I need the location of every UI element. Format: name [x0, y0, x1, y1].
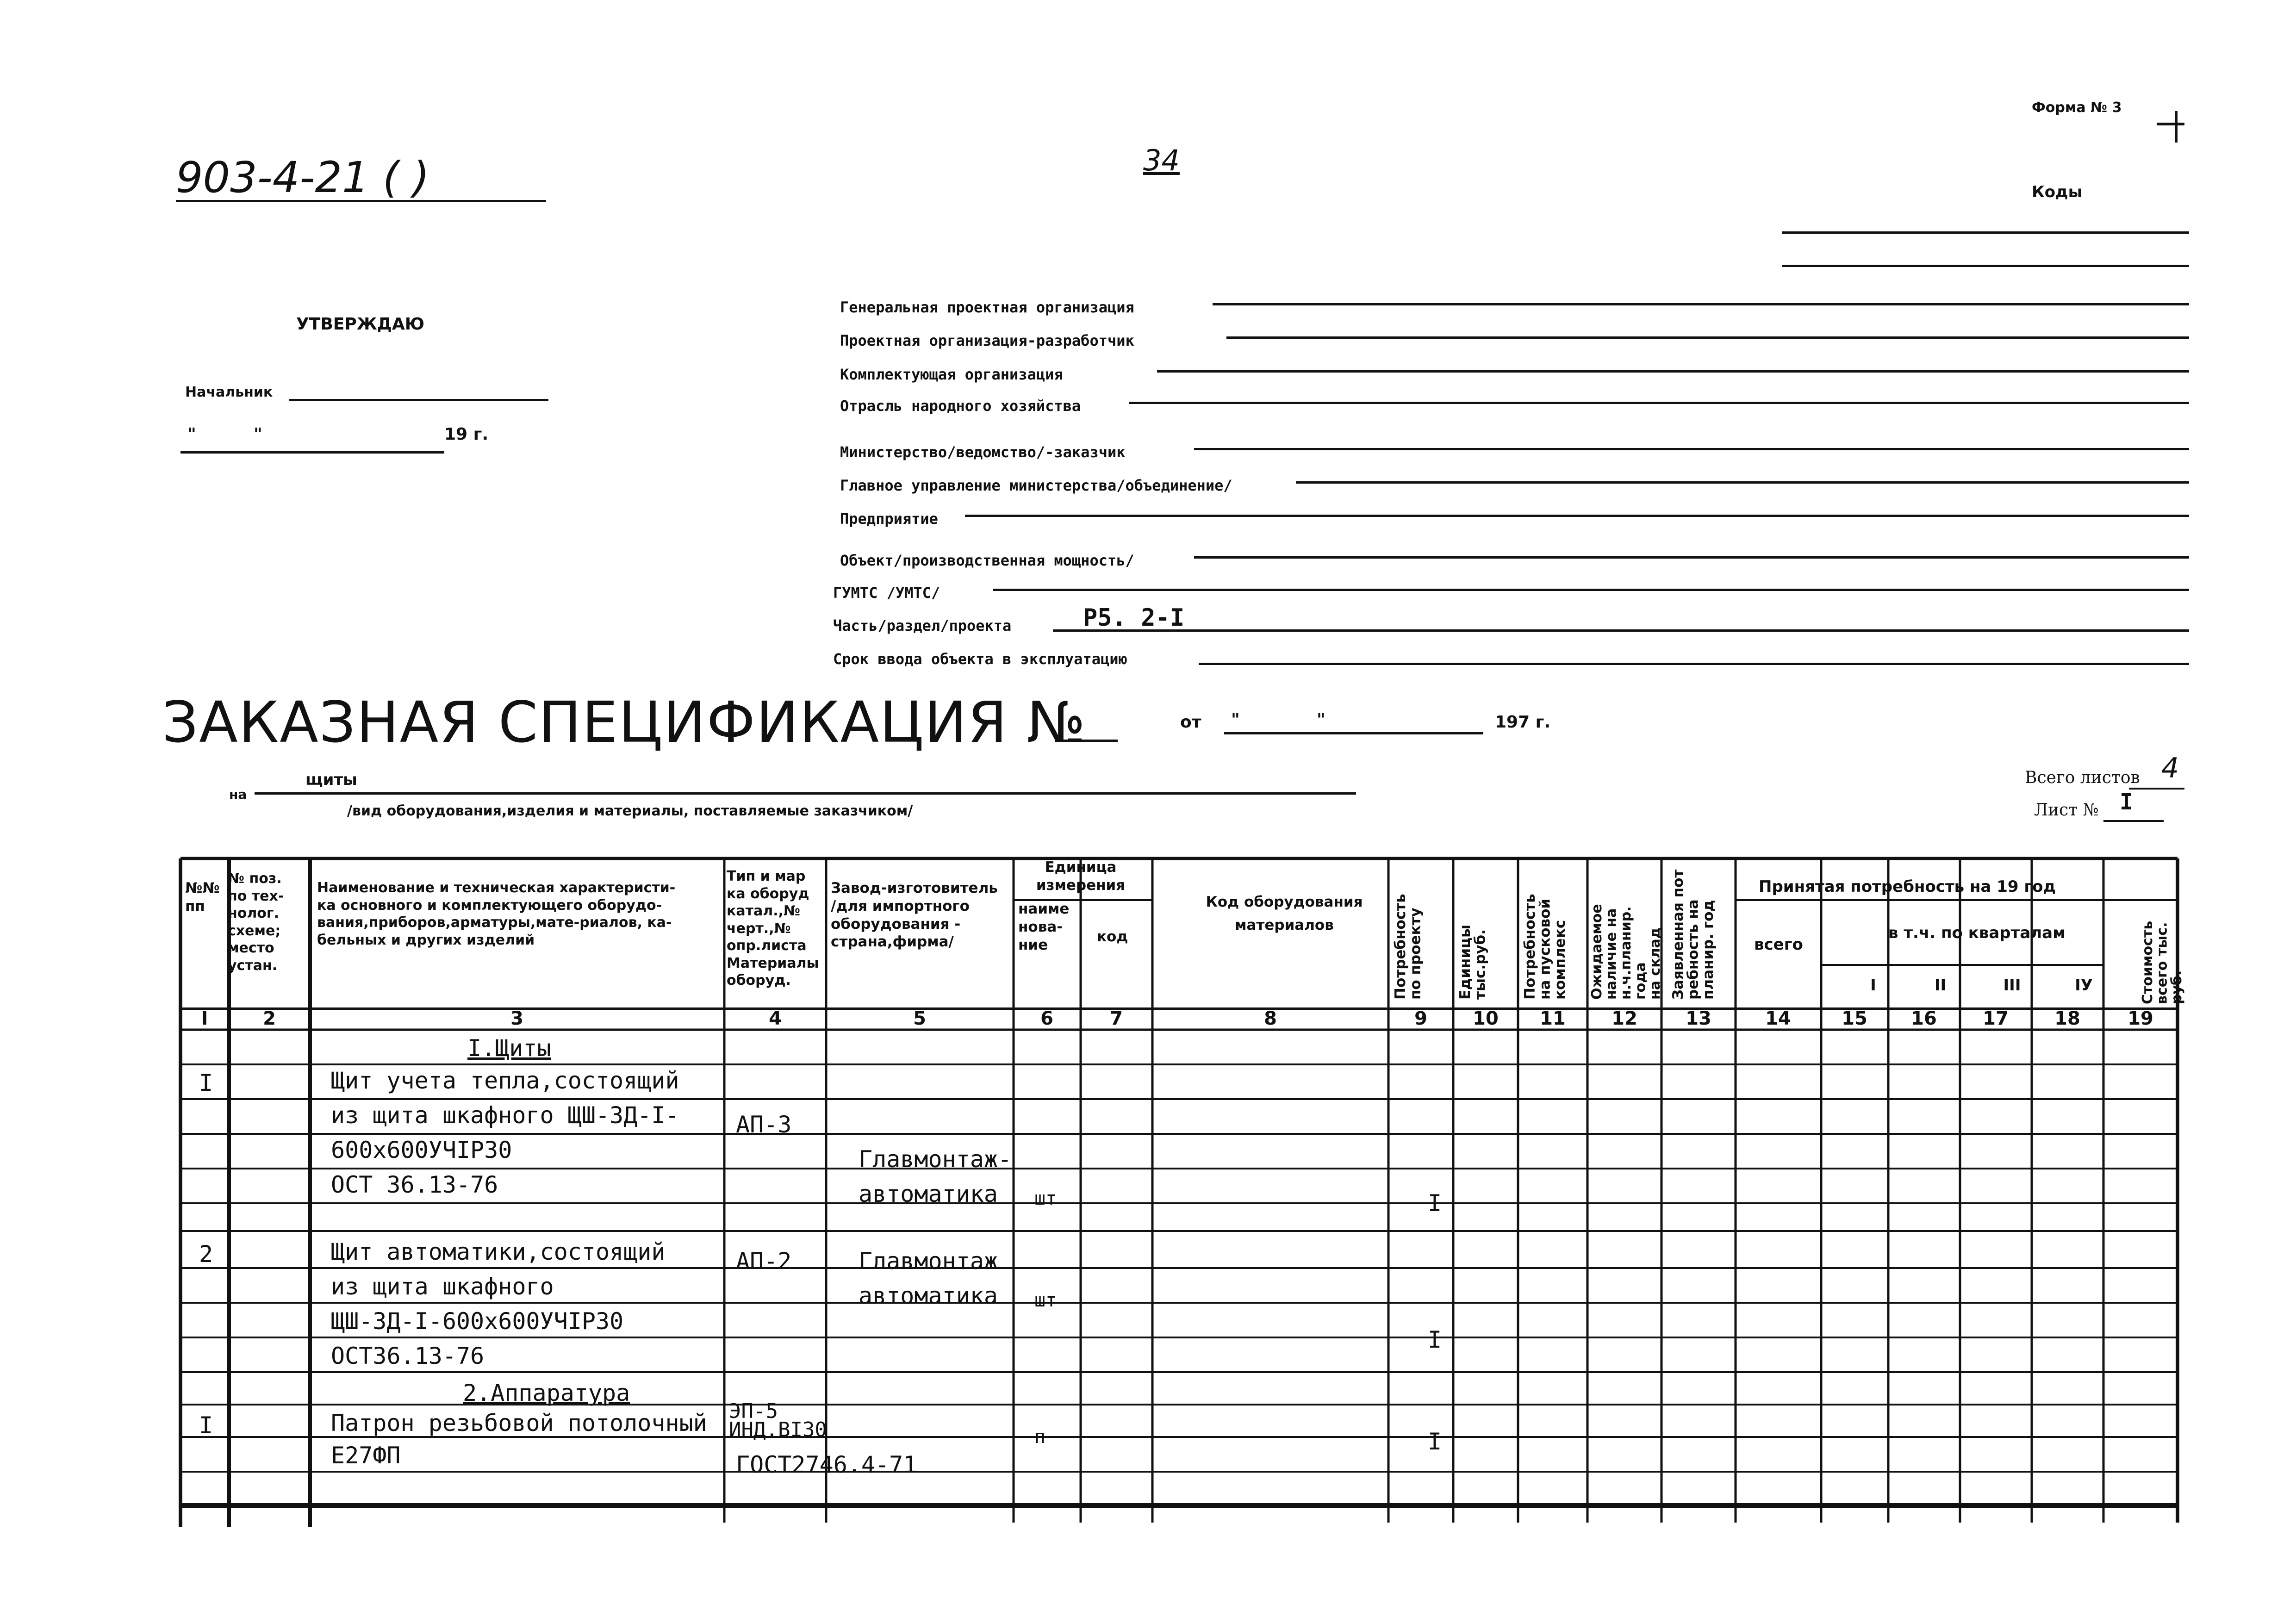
item-unit: шт: [1034, 1188, 1057, 1209]
item-name: Щит учета тепла,состоящий: [331, 1067, 679, 1094]
item-manufacturer: Главмонтаж: [859, 1248, 998, 1275]
field-gumts: ГУМТС /УМТС/: [833, 584, 940, 602]
item-name: ОСТ36.13-76: [331, 1343, 485, 1369]
field-project-part-value: Р5. 2-I: [1083, 604, 1185, 632]
item-type: ГОСТ2746.4-71: [736, 1451, 917, 1478]
column-number: 8: [1264, 1008, 1277, 1029]
column-number: 16: [1911, 1008, 1937, 1029]
field-industry: Отрасль народного хозяйства: [840, 397, 1081, 415]
item-type: АП-2: [736, 1248, 792, 1275]
column-number: 2: [263, 1008, 276, 1029]
header-col-pos: № поз. по тех- нолог. схеме; место устан.: [228, 871, 284, 974]
item-name: Е27ФП: [331, 1442, 401, 1469]
spec-date-quote-2: ": [1317, 710, 1325, 729]
field-main-directorate: Главное управление министерства/объединение/: [840, 477, 1232, 494]
column-number: 19: [2128, 1008, 2153, 1029]
spec-from-label: от: [1180, 713, 1201, 732]
column-number: 12: [1612, 1008, 1637, 1029]
item-manufacturer: Главмонтаж-: [859, 1146, 1012, 1173]
spec-date-quote-1: ": [1231, 710, 1240, 729]
item-name: ЩШ-3Д-I-600х600УЧIР30: [331, 1308, 624, 1335]
header-col-unit-code: код: [1097, 928, 1128, 945]
form-label: Форма № 3: [2032, 99, 2122, 116]
field-complect-org: Комплектующая организация: [840, 366, 1063, 383]
header-col-need: Потребность по проекту: [1392, 894, 1424, 1000]
row-number: I: [199, 1412, 213, 1439]
sheet-number-label: Лист №: [2034, 801, 2099, 820]
field-object: Объект/производственная мощность/: [840, 552, 1134, 569]
sheets-total-label: Всего листов: [2025, 768, 2140, 787]
document-number: 903-4-21 ( ): [176, 153, 429, 202]
item-type: АП-3: [736, 1111, 792, 1138]
column-number: 3: [510, 1008, 523, 1029]
item-manufacturer: автоматика: [859, 1282, 998, 1309]
header-col-unit-group: Единица измерения: [1036, 859, 1126, 894]
field-commission-date: Срок ввода объекта в эксплуатацию: [833, 650, 1127, 668]
item-quantity: I: [1428, 1428, 1442, 1455]
column-number: 15: [1842, 1008, 1867, 1029]
page-number: 34: [1143, 143, 1180, 177]
column-number: 18: [2054, 1008, 2080, 1029]
field-general-org: Генеральная проектная организация: [840, 298, 1134, 316]
column-number: I: [201, 1008, 208, 1029]
subject-prefix: на: [229, 787, 247, 802]
item-quantity: I: [1428, 1326, 1442, 1353]
header-col-launch-need: Потребность на пусковой комплекс: [1522, 894, 1569, 1000]
approve-date-year: 19 г.: [444, 425, 489, 444]
header-col-num: №№ пп: [185, 880, 220, 914]
item-unit: п: [1034, 1426, 1046, 1448]
spec-title: ЗАКАЗНАЯ СПЕЦИФИКАЦИЯ №: [162, 690, 1087, 755]
sheets-total-value: 4: [2161, 752, 2179, 784]
header-col-total: всего: [1754, 935, 1803, 954]
item-name: ОСТ 36.13-76: [331, 1171, 498, 1198]
field-project-part: Часть/раздел/проекта: [833, 617, 1012, 634]
header-q2: II: [1934, 976, 1947, 995]
header-col-equipment-code: Код оборудования материалов: [1206, 894, 1363, 933]
chief-label: Начальник: [185, 384, 273, 400]
field-ministry: Министерство/ведомство/-заказчик: [840, 443, 1126, 461]
column-number: 4: [769, 1008, 782, 1029]
column-number: 10: [1473, 1008, 1499, 1029]
field-enterprise: Предприятие: [840, 510, 938, 528]
sheet-number-value: I: [2120, 789, 2133, 815]
header-col-maker: Завод-изготовитель /для импортного оборудования - страна,фирма/: [831, 880, 998, 951]
header-col-cost: Стоимость всего тыс. руб.: [2140, 920, 2185, 1004]
header-accepted-need: Принятая потребность на 19 год: [1759, 877, 2056, 896]
header-col-name: Наименование и техническая характеристи- ка основного и комплектующего оборудо- вания,приборов,арматуры,мате-риалов, ка- бельных и других изделий: [317, 880, 676, 948]
section-title: I.Щиты: [467, 1035, 551, 1062]
section-title: 2.Аппаратура: [463, 1380, 630, 1406]
column-number: 5: [913, 1008, 926, 1029]
header-q1: I: [1870, 976, 1876, 995]
spec-year: 197 г.: [1495, 713, 1551, 732]
column-number: 13: [1686, 1008, 1711, 1029]
header-col-declared-need: Заявленная пот ребность на планир. год: [1670, 869, 1717, 1000]
header-q3: III: [2003, 976, 2021, 995]
header-col-type: Тип и мар ка оборуд катал.,№ черт.,№ опр.листа Материалы оборуд.: [727, 868, 819, 989]
header-col-expected-stock: Ожидаемое наличие на н.ч.планир. года на склад: [1589, 904, 1663, 1000]
row-number: I: [199, 1070, 213, 1096]
header-col-unit-name: наиме нова- ние: [1018, 901, 1070, 953]
subject-caption: /вид оборудования,изделия и материалы, поставляемые заказчиком/: [347, 803, 913, 819]
header-quarters: в т.ч. по кварталам: [1888, 924, 2066, 942]
column-number: 7: [1110, 1008, 1123, 1029]
item-type: ЭП-5 ИНД.ВI30: [729, 1399, 827, 1442]
item-name: Патрон резьбовой потолочный: [331, 1410, 707, 1436]
item-manufacturer: автоматика: [859, 1181, 998, 1207]
row-number: 2: [199, 1241, 213, 1268]
item-unit: шт: [1034, 1290, 1057, 1311]
field-project-org: Проектная организация-разработчик: [840, 332, 1134, 349]
approve-date-quote-1: ": [187, 425, 196, 444]
item-name: из щита шкафного ЩШ-3Д-I-: [331, 1102, 679, 1129]
column-number: 17: [1983, 1008, 2009, 1029]
column-number: 9: [1414, 1008, 1427, 1029]
column-number: 6: [1040, 1008, 1053, 1029]
subject-value: щиты: [305, 771, 357, 789]
codes-label: Коды: [2032, 183, 2083, 201]
item-quantity: I: [1428, 1190, 1442, 1217]
column-number: 11: [1540, 1008, 1566, 1029]
approve-date-quote-2: ": [254, 425, 262, 444]
header-col-unit-price: Единицы тыс.руб.: [1457, 924, 1489, 1000]
header-q4: IУ: [2075, 976, 2093, 995]
column-number: 14: [1765, 1008, 1791, 1029]
item-name: 600х600УЧIР30: [331, 1137, 512, 1163]
item-name: из щита шкафного: [331, 1273, 554, 1300]
item-name: Щит автоматики,состоящий: [331, 1238, 666, 1265]
approve-label: УТВЕРЖДАЮ: [296, 315, 424, 334]
